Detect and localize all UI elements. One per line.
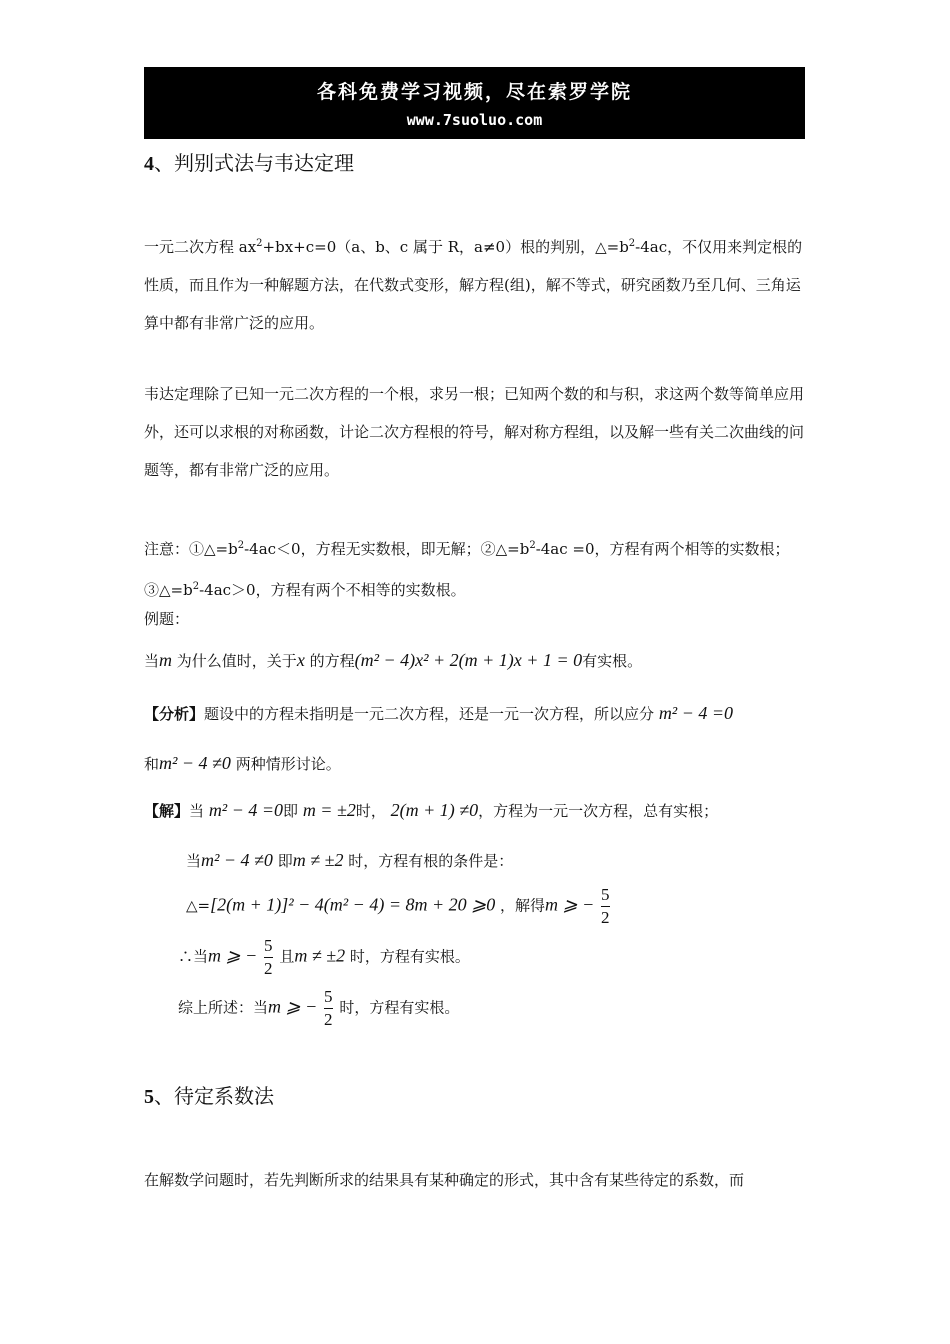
header-banner: [144, 67, 805, 139]
fraction: $\frac{5}{2}$: [324, 987, 333, 1029]
solution-case-2: 当m² − 4 ≠0 即m ≠ ±2 时，方程有根的条件是：: [186, 850, 514, 870]
section-5-heading: 5、待定系数法: [144, 1084, 274, 1108]
analysis-line-1: 【分析】题设中的方程未指明是一元二次方程，还是一元一次方程，所以应分 m² − 4 =0: [144, 703, 734, 723]
example-question: 当m 为什么值时，关于x 的方程(m² − 4)x² + 2(m + 1)x + 1 = 0有实根。: [144, 650, 643, 670]
fraction: $\frac{5}{2}$: [264, 936, 273, 978]
paragraph-undetermined-coefficients: 在解数学问题时，若先判断所求的结果具有某种确定的形式，其中含有某些待定的系数，而: [144, 1171, 745, 1189]
banner-title: 各科免费学习视频，尽在索罗学院: [316, 81, 632, 103]
analysis-line-2: 和m² − 4 ≠0 两种情形讨论。: [144, 753, 341, 773]
paragraph-note: 注意：$①\triangle=b^2-4ac<0$，方程无实数根，即无解；$②\triangle=b^2-4ac =0$，方程有两个相等的实数根；$③\triangle=b^2-4ac>0$，方程有两个不相等的实数根。: [144, 540, 790, 599]
summary-line: 综上所述：当m ⩾ − $\frac{5}{2}$ 时，方程有实根。: [178, 987, 460, 1029]
paragraph-discriminant: 一元二次方程 $ax^2+bx+c=0(a$、b、c 属于 R，a≠0）根的判别，$\triangle=b^2-4ac$，不仅用来判定根的性质，而且作为一种解题方法，在代数式变形，解方程(组)，解不等式，研究函数乃至几何、三角运算中都有非常广泛的应用。: [144, 238, 803, 332]
paragraph-vieta: 韦达定理除了已知一元二次方程的一个根，求另一根；已知两个数的和与积，求这两个数等简单应用外，还可以求根的对称函数，计论二次方程根的符号，解对称方程组，以及解一些有关二次曲线的问题等，都有非常广泛的应用。: [144, 385, 805, 479]
section-4-heading: 4、判别式法与韦达定理: [144, 151, 354, 175]
banner-url: www.7suoluo.com: [406, 111, 543, 129]
example-label: 例题：: [144, 610, 190, 628]
therefore-line: ∴当m ⩾ − $\frac{5}{2}$ 且m ≠ ±2 时，方程有实根。: [178, 936, 470, 978]
solution-case-1: 【解】当 m² − 4 =0即 m = ±2时， 2(m + 1) ≠0，方程为一元一次方程，总有实根；: [144, 800, 719, 820]
fraction: $\frac{5}{2}$: [601, 885, 610, 927]
discriminant-inequality: △=[2(m + 1)]² − 4(m² − 4) = 8m + 20 ⩾0 ，解得m ⩾ − $\frac{5}{2}$: [186, 885, 610, 927]
